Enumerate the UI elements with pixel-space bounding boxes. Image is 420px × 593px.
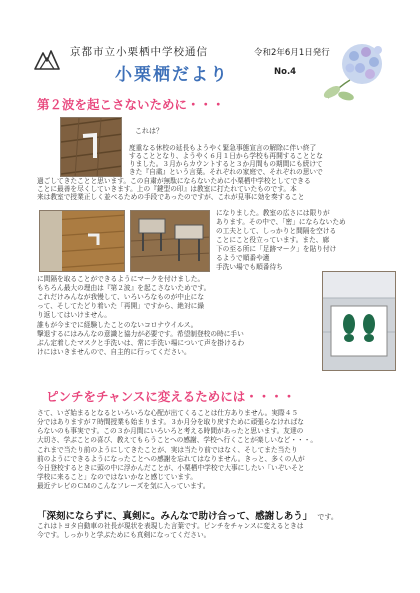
quote-line — [37, 504, 338, 523]
floor-mark-photo — [60, 117, 122, 177]
quote-text: 「深刻にならずに、真剣に。みんなで助け合って、感謝しあう」 — [37, 511, 313, 522]
closing-paragraph — [37, 522, 402, 542]
hydrangea-illustration — [320, 36, 392, 104]
footprint-marks-photo — [322, 271, 396, 371]
text-line: 撃退するにはみんなの意識と協力が必要です。希望制登校の時に手い — [37, 330, 244, 338]
section1-paragraph-c — [216, 209, 400, 269]
section1-heading-bar — [37, 94, 299, 110]
section2-body — [37, 409, 402, 499]
text-line: りました。３月からカウントすると３か月間もの期間にも続けて — [129, 160, 323, 168]
section1-heading: 第２波を起こさないために・・・ — [37, 97, 225, 112]
text-line: の工夫として、しっかりと間隔を空ける — [216, 227, 337, 235]
school-name: 京都市立小栗栖中学校通信 — [70, 46, 208, 58]
text-line: に間隔を取ることができるようにマークを付けました。 — [37, 275, 205, 283]
text-line: 度重なる休校の延長もようやく緊急事態宣言の解除に伴い終了 — [129, 144, 317, 152]
text-line: さて、いざ始まるとなるといろいろな心配が出てくることは仕方ありません。実際４５ — [37, 409, 299, 417]
text-line: ことにこと役立っています。また、廊 — [216, 236, 330, 244]
text-line: ぶん定着したマスクと手洗いは、常に手洗い場について声を掛けるわ — [37, 339, 245, 347]
classroom-floor-photo — [39, 210, 125, 272]
text-line: これはトヨタ自動車の社長が現状を表現した言葉です。ピンチをチャンスに変えるときは — [37, 522, 304, 530]
text-line: 誰もが今までに経験したことのないコロナウイルス。 — [37, 321, 198, 329]
text-line: 来は教室で授業正しく並べるための手段であったのですが、これが見事に効を奏すること — [37, 193, 305, 201]
issue-date: 令和2年6月1日発行 — [254, 48, 330, 58]
section1-paragraph-b — [37, 177, 397, 203]
text-line: 前のようにできるようになったことへの感謝を忘れてはなりません。きっと、多くの人が — [37, 455, 305, 463]
text-line: けにはいきませんので、自主的に行ってください。 — [37, 348, 191, 356]
text-line: になりました。教室の広さには限りが — [216, 209, 330, 217]
section2-heading: ピンチをチャンスに変えるためには・・・・ — [46, 389, 296, 404]
text-line: り返してはいけません。 — [37, 311, 111, 319]
quote-suffix: です。 — [317, 513, 338, 521]
text-line: 下の至る所に「足跡マーク」を貼り付け — [216, 245, 337, 253]
text-line: 最近テレビのＣＭのこんなフレーズを気に入っています。 — [37, 482, 210, 490]
text-line: 今です。しっかりと学ぶためにも真剣になってください。 — [37, 531, 211, 539]
text-line: って、そしてたどり着いた「再開」ですから、絶対に繰 — [37, 302, 205, 310]
text-line: 過ごしてきたことと思います。この自粛が無駄にならないために小栗栖中学校としてできる — [37, 177, 311, 185]
text-line: るようで順番や適 — [216, 254, 270, 262]
text-line: 手洗い場でも順番待ち — [216, 263, 283, 271]
text-line: これまで当たり前のようにしてきたことが、実は当たり前ではなく、そしてまた当たり — [37, 446, 298, 454]
text-line: 学校に来ること」なのではないかなと感じています。 — [37, 473, 197, 481]
mountain-logo-icon — [34, 47, 60, 71]
text-line: これだけみんなが我慢して、いろいろなものが中止にな — [37, 293, 205, 301]
text-line: らないのも事実です。この３か月間にいろいろと考える時間があったと思います。友達の — [37, 427, 304, 435]
text-line: 分ではありますが７時間授業も始まります。３か月分を取り戻すために頑張らなければな — [37, 418, 304, 426]
section1-paragraph-d — [37, 275, 323, 365]
text-line: することとなり、ようやく６月１日から学校も再開することとな — [129, 152, 323, 160]
issue-number: No.4 — [274, 67, 297, 77]
text-line: ことに最善を尽くしていきます。上の『鍵型の印』は教室に打たれていたものです。本 — [37, 185, 297, 193]
newsletter-title: 小栗栖だより — [115, 65, 229, 85]
text-line: あります。その中で、「密」にならないため — [216, 218, 346, 226]
text-line: 大切さ、学ぶことの喜び、教えてもらうことへの感謝、学校へ行くことが楽しいなど・・・。 — [37, 436, 318, 444]
text-line: 今日登校するときに頭の中に浮かんだことが、小栗栖中学校で大事にしたい「いぞいそと — [37, 464, 305, 472]
section1-paragraph-a — [129, 144, 399, 178]
desks-photo — [130, 210, 210, 272]
text-line: もちろん最大の理由は『第２波』を起こさないためです。 — [37, 284, 211, 292]
text-line: きた『自粛』という言葉。それぞれの家庭で、それぞれの思いで — [129, 168, 323, 176]
section1-intro: これは？ — [135, 127, 163, 135]
